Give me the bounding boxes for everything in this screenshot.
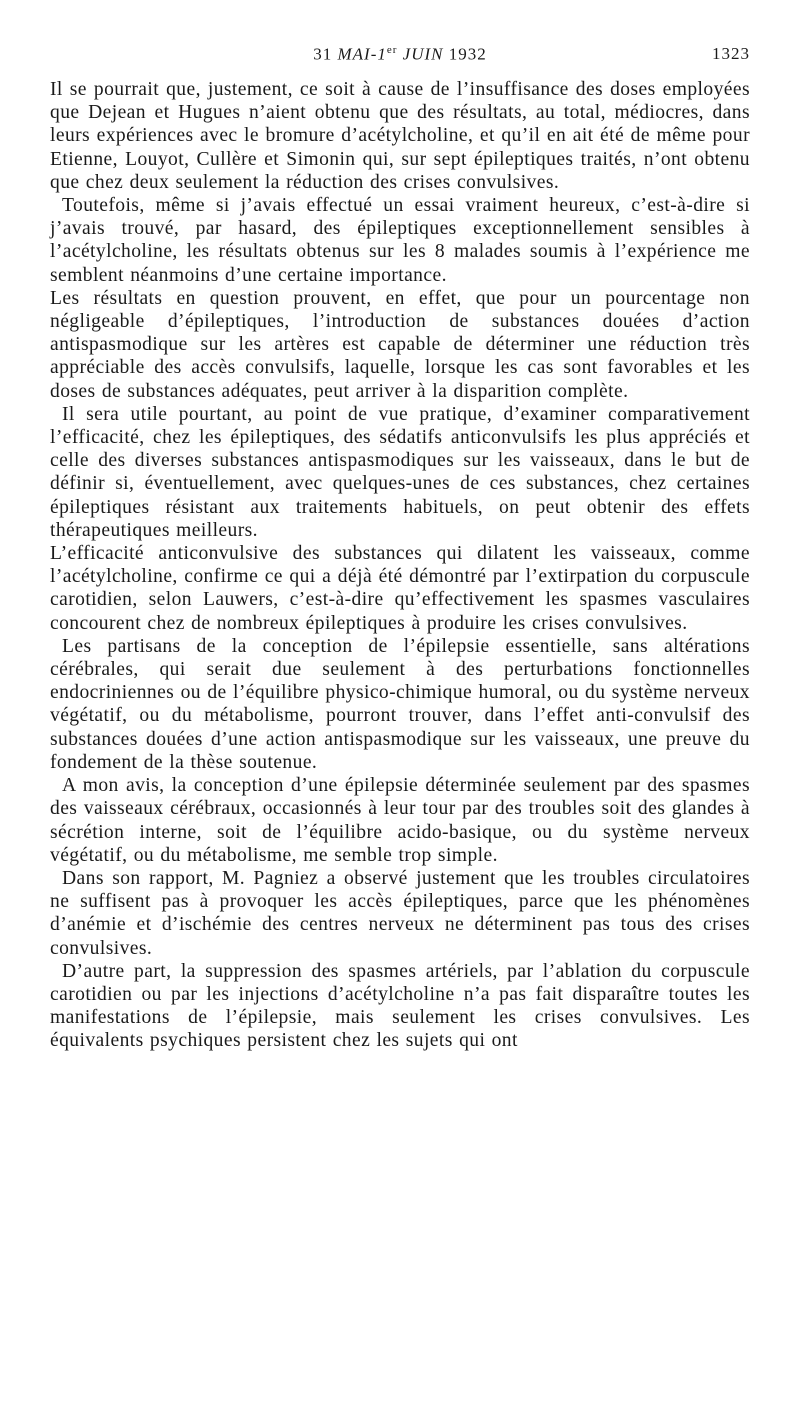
paragraph: Les partisans de la conception de l’épilepsie essentielle, sans altérations cérébrales, qui serait due seulement à des perturbations fonctionnelles endocriniennes ou de l’équilibre physico-chimique humoral, ou du système nerveux végétatif, ou du métabolisme, pourront trouver, dans l’effet anti-convulsif des substances douées d’une action antispasmodique sur les vaisseaux, une preuve du fondement de la thèse soutenue. [50,635,750,773]
paragraph: Dans son rapport, M. Pagniez a observé justement que les troubles circulatoires ne suffisent pas à provoquer les accès épileptiques, parce que les phénomènes d’anémie et d’ischémie des centres nerveux ne déterminent pas tous des crises convulsives. [50,867,750,959]
running-head [50,44,750,68]
date-prefix: 31 [313,44,338,64]
paragraph: Il sera utile pourtant, au point de vue pratique, d’examiner comparativement l’efficacité, chez les épileptiques, des sédatifs anticonvulsifs les plus appréciés et celle des diverses substances antispasmodiques sur les vaisseaux, dans le but de définir si, éventuellement, avec quelques-unes de ces substances, chez certaines épileptiques résistant aux traitements habituels, on peut obtenir des effets thérapeutiques meilleurs. [50,403,750,541]
page-number: 1323 [712,44,750,63]
date-month-1: MAI-1 [337,44,387,64]
date-superscript: er [386,44,398,56]
issue-date [50,44,750,65]
paragraph: L’efficacité anticonvulsive des substances qui dilatent les vaisseaux, comme l’acétylcholine, confirme ce qui a déjà été démontré par l’extirpation du corpuscule carotidien, selon Lauwers, c’est-à-dire qu’effectivement les spasmes vasculaires concourent chez de nombreux épileptiques à produire les crises convulsives. [50,543,750,634]
date-month-2: JUIN [397,44,449,64]
paragraph: Il se pourrait que, justement, ce soit à cause de l’insuffisance des doses employées que Dejean et Hugues n’aient obtenu que des résultats, au total, médiocres, dans leurs expériences avec le bromure d’acétylcholine, et qu’il en ait été de même pour Etienne, Louyot, Cullère et Simonin qui, sur sept épileptiques traités, n’ont obtenu que chez deux seulement la réduction des crises convulsives. [50,79,750,193]
article-body [50,78,750,1053]
paragraph: Toutefois, même si j’avais effectué un essai vraiment heureux, c’est-à-dire si j’avais trouvé, par hasard, des épileptiques exceptionnellement sensibles à l’acétylcholine, les résultats obtenus sur les 8 malades soumis à l’expérience me semblent néanmoins d’une certaine importance. [50,195,750,286]
paragraph: A mon avis, la conception d’une épilepsie déterminée seulement par des spasmes des vaisseaux cérébraux, occasionnés à leur tour par des troubles soit des glandes à sécrétion interne, soit de l’équilibre acido-basique, ou du système nerveux végétatif, ou du métabolisme, me semble trop simple. [50,775,750,866]
paragraph: D’autre part, la suppression des spasmes artériels, par l’ablation du corpuscule carotidien ou par les injections d’acétylcholine n’a pas fait disparaître toutes les manifestations de l’épilepsie, mais seulement les crises convulsives. Les équivalents psychiques persistent chez les sujets qui ont [50,960,750,1052]
date-year: 1932 [448,44,487,64]
paragraph: Les résultats en question prouvent, en effet, que pour un pourcentage non négligeable d’épileptiques, l’introduction de substances douées d’action antispasmodique sur les artères est capable de déterminer une réduction très appréciable des accès convulsifs, laquelle, lorsque les cas sont favorables et les doses de substances adéquates, peut arriver à la disparition complète. [50,287,750,402]
